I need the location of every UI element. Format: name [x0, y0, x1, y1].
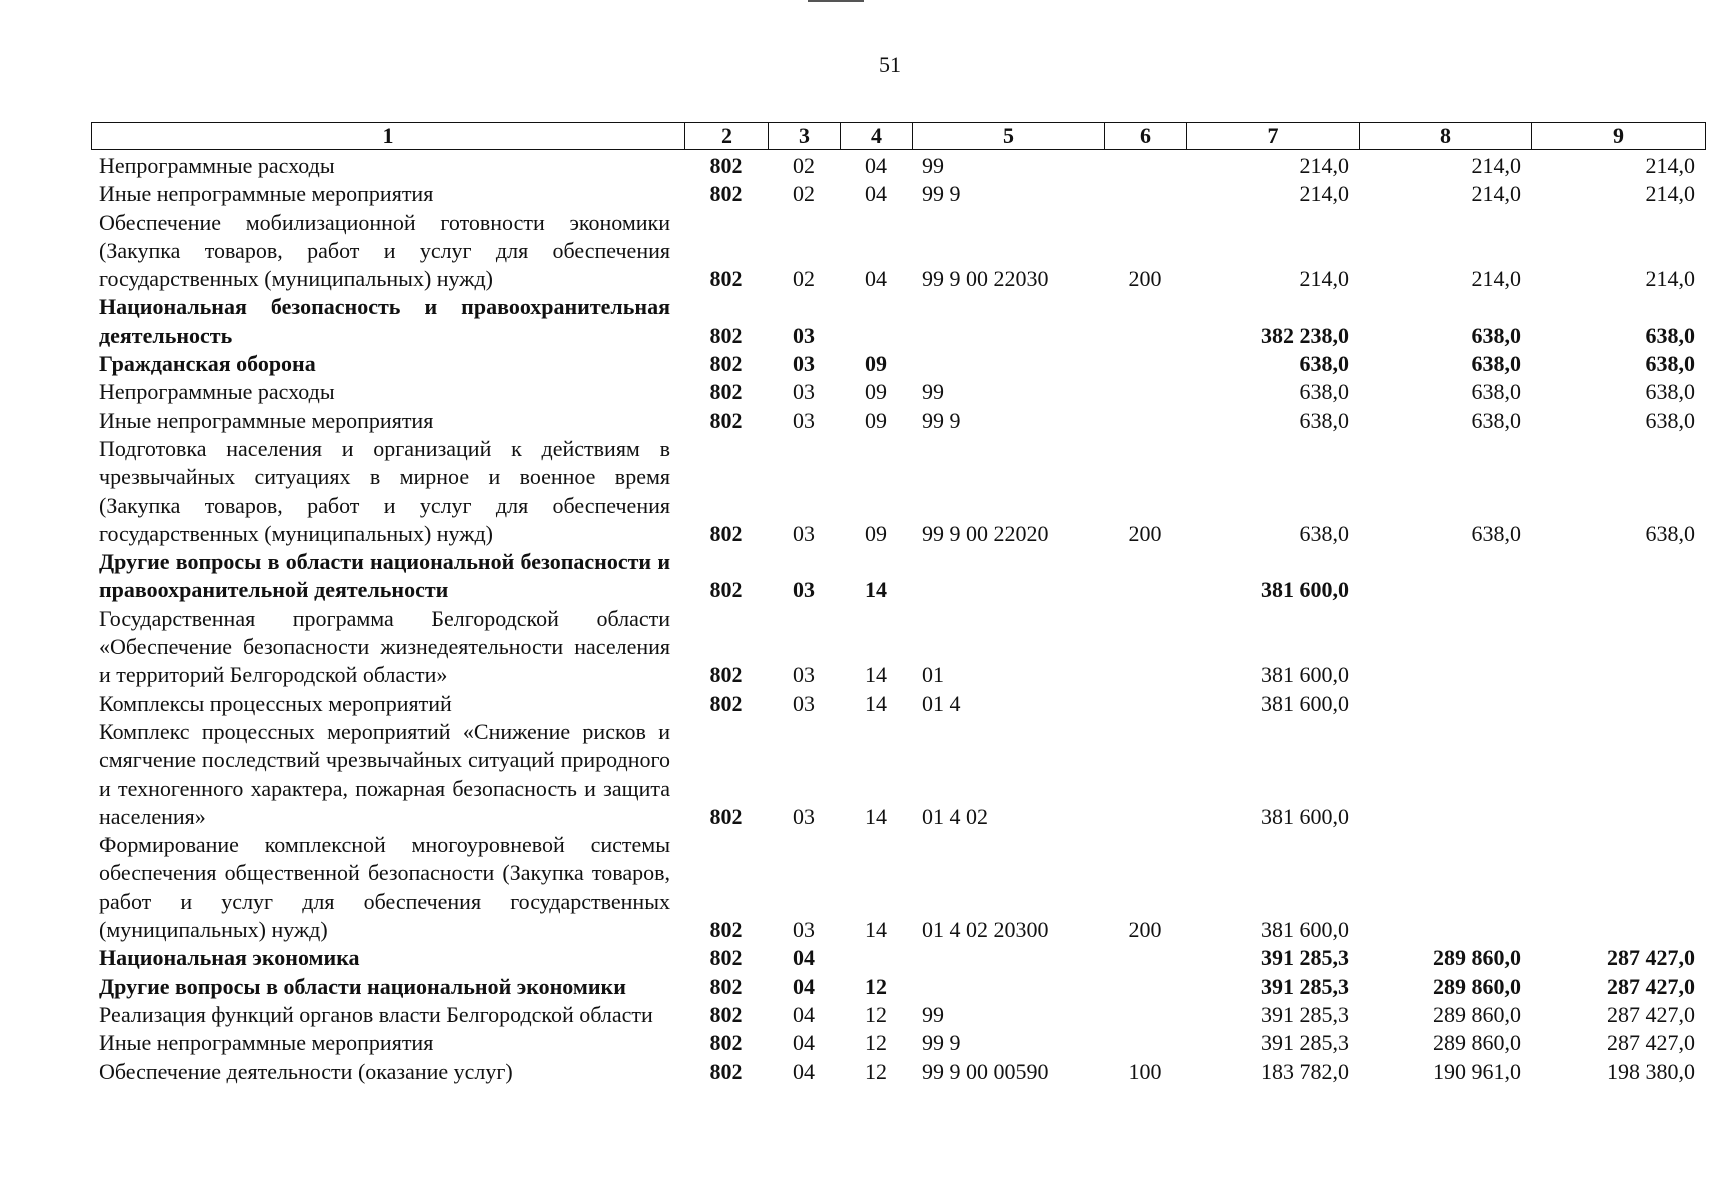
- row-amount-year-3: 287 427,0: [1607, 1030, 1695, 1056]
- table-row: [91, 407, 1705, 435]
- row-description: Формирование комплексной многоуровневой системы обеспечения общественной безопасности (Закупка товаров, работ и услуг для обеспечения государственных (муниципальных) нужд): [99, 832, 670, 943]
- row-amount-year-3: [1531, 605, 1705, 690]
- row-subsection: [840, 944, 912, 972]
- row-amount-year-2: 638,0: [1471, 379, 1521, 405]
- header-col-8: 8: [1360, 123, 1532, 150]
- row-subsection: 12: [865, 1058, 887, 1084]
- row-expense-type: 200: [1128, 917, 1162, 943]
- row-target-article: 99 9: [922, 1030, 961, 1056]
- row-amount-year-3: 214,0: [1645, 181, 1695, 207]
- row-target-article: 99 9: [922, 181, 961, 207]
- row-target-article: 99 9 00 00590: [922, 1058, 1049, 1084]
- row-section: 03: [793, 917, 815, 943]
- row-amount-year-3: 638,0: [1645, 351, 1695, 377]
- row-amount-year-1: 391 285,3: [1261, 973, 1349, 999]
- table-row: [91, 378, 1705, 406]
- row-expense-type: [1104, 944, 1186, 972]
- row-description: Подготовка населения и организаций к действиям в чрезвычайных ситуациях в мирное и военное время (Закупка товаров, работ и услуг для обеспечения государственных (муниципальных) нужд): [99, 435, 670, 546]
- table-row: [91, 973, 1705, 1001]
- row-section: 03: [793, 520, 815, 546]
- row-section: 03: [793, 322, 815, 348]
- row-description: Государственная программа Белгородской области «Обеспечение безопасности жизнедеятельности населения и территорий Белгородской области»: [99, 605, 670, 688]
- table-row: [91, 1058, 1705, 1086]
- row-description: Обеспечение мобилизационной готовности экономики (Закупка товаров, работ и услуг для обеспечения государственных (муниципальных) нужд): [99, 209, 670, 292]
- row-section: 03: [793, 379, 815, 405]
- row-amount-year-1: 391 285,3: [1261, 945, 1349, 971]
- row-expense-type: [1104, 378, 1186, 406]
- row-section: 03: [793, 662, 815, 688]
- header-col-9: 9: [1532, 123, 1706, 150]
- row-subsection: 04: [865, 181, 887, 207]
- table-row: [91, 944, 1705, 972]
- table-row: [91, 1001, 1705, 1029]
- row-subsection: 12: [865, 1030, 887, 1056]
- row-target-article: [912, 973, 1104, 1001]
- row-amount-year-2: 638,0: [1471, 322, 1521, 348]
- row-amount-year-1: 638,0: [1299, 351, 1349, 377]
- row-admin-code: 802: [709, 1001, 743, 1027]
- row-expense-type: [1104, 1001, 1186, 1029]
- row-amount-year-3: [1531, 690, 1705, 718]
- row-admin-code: 802: [709, 520, 743, 546]
- row-admin-code: 802: [709, 322, 743, 348]
- row-amount-year-3: 638,0: [1645, 322, 1695, 348]
- row-amount-year-1: 638,0: [1299, 407, 1349, 433]
- row-section: 04: [793, 1030, 815, 1056]
- header-col-6: 6: [1105, 123, 1187, 150]
- row-amount-year-1: 214,0: [1299, 153, 1349, 178]
- row-admin-code: 802: [709, 1058, 743, 1084]
- row-target-article: 99 9 00 22020: [922, 520, 1049, 546]
- row-admin-code: 802: [709, 690, 743, 716]
- row-description: Непрограммные расходы: [99, 153, 335, 178]
- row-description: Иные непрограммные мероприятия: [99, 181, 434, 207]
- table-row: [91, 690, 1705, 718]
- row-description: Национальная экономика: [99, 945, 360, 971]
- row-target-article: 01 4 02: [922, 803, 988, 829]
- row-target-article: 99 9: [922, 407, 961, 433]
- row-admin-code: 802: [709, 973, 743, 999]
- row-amount-year-1: 381 600,0: [1261, 803, 1349, 829]
- row-expense-type: [1104, 718, 1186, 831]
- row-target-article: 99: [922, 1001, 944, 1027]
- table-row: [91, 548, 1705, 605]
- table-row: [91, 152, 1705, 180]
- row-admin-code: 802: [709, 945, 743, 971]
- table-row: [91, 209, 1705, 294]
- row-description: Обеспечение деятельности (оказание услуг): [99, 1058, 513, 1084]
- row-section: 02: [793, 181, 815, 207]
- row-amount-year-3: [1531, 718, 1705, 831]
- row-amount-year-3: 287 427,0: [1607, 1001, 1695, 1027]
- budget-table: [91, 152, 1705, 1086]
- header-col-4: 4: [841, 123, 913, 150]
- top-edge-mark: [808, 0, 864, 2]
- table-row: [91, 293, 1705, 350]
- row-admin-code: 802: [709, 917, 743, 943]
- row-amount-year-2: [1359, 690, 1531, 718]
- row-subsection: 14: [865, 577, 887, 603]
- row-amount-year-2: 289 860,0: [1433, 945, 1521, 971]
- table-row: [91, 180, 1705, 208]
- row-amount-year-3: 638,0: [1645, 379, 1695, 405]
- row-amount-year-3: 638,0: [1645, 407, 1695, 433]
- row-target-article: 99: [922, 379, 944, 405]
- row-subsection: 14: [865, 662, 887, 688]
- row-amount-year-2: 289 860,0: [1433, 1001, 1521, 1027]
- row-subsection: 12: [865, 1001, 887, 1027]
- row-expense-type: [1104, 1029, 1186, 1057]
- row-expense-type: 100: [1128, 1058, 1162, 1084]
- row-subsection: 09: [865, 520, 887, 546]
- row-amount-year-3: 287 427,0: [1607, 945, 1695, 971]
- row-section: 03: [793, 690, 815, 716]
- row-expense-type: [1104, 973, 1186, 1001]
- header-col-3: 3: [769, 123, 841, 150]
- table-header: [91, 122, 1706, 150]
- row-section: 03: [793, 577, 815, 603]
- row-description: Непрограммные расходы: [99, 379, 335, 405]
- row-amount-year-1: 214,0: [1299, 266, 1349, 292]
- row-subsection: 09: [865, 379, 887, 405]
- row-amount-year-2: 214,0: [1471, 266, 1521, 292]
- table-row: [91, 605, 1705, 690]
- row-amount-year-2: 289 860,0: [1433, 1030, 1521, 1056]
- row-description: Комплекс процессных мероприятий «Снижение рисков и смягчение последствий чрезвычайных ситуаций природного и техногенного характера, пожарная безопасность и защита населения»: [99, 718, 670, 829]
- header-col-5: 5: [913, 123, 1105, 150]
- row-expense-type: [1104, 407, 1186, 435]
- row-subsection: 14: [865, 917, 887, 943]
- row-target-article: 01 4 02 20300: [922, 917, 1049, 943]
- row-amount-year-3: 198 380,0: [1607, 1058, 1695, 1084]
- row-section: 04: [793, 973, 815, 999]
- row-subsection: 14: [865, 803, 887, 829]
- header-col-7: 7: [1187, 123, 1360, 150]
- row-amount-year-2: 214,0: [1471, 181, 1521, 207]
- row-description: Другие вопросы в области национальной экономики: [99, 973, 626, 999]
- row-target-article: 99 9 00 22030: [922, 266, 1049, 292]
- header-col-1: 1: [92, 123, 685, 150]
- row-admin-code: 802: [709, 1030, 743, 1056]
- row-description: Другие вопросы в области национальной безопасности и правоохранительной деятельности: [99, 549, 670, 603]
- row-amount-year-1: 391 285,3: [1261, 1001, 1349, 1027]
- row-subsection: [840, 293, 912, 350]
- table-row: [91, 718, 1705, 831]
- row-section: 02: [793, 266, 815, 292]
- row-target-article: [912, 350, 1104, 378]
- row-amount-year-1: 183 782,0: [1261, 1058, 1349, 1084]
- row-amount-year-3: 638,0: [1645, 520, 1695, 546]
- row-target-article: 99: [922, 153, 944, 178]
- table-row: [91, 350, 1705, 378]
- row-description: Национальная безопасность и правоохранительная деятельность: [99, 294, 670, 348]
- row-amount-year-3: [1531, 548, 1705, 605]
- row-expense-type: 200: [1128, 266, 1162, 292]
- row-amount-year-1: 381 600,0: [1261, 690, 1349, 716]
- row-expense-type: 200: [1128, 520, 1162, 546]
- row-admin-code: 802: [709, 379, 743, 405]
- row-target-article: [912, 944, 1104, 972]
- row-admin-code: 802: [709, 662, 743, 688]
- row-section: 04: [793, 1001, 815, 1027]
- row-description: Комплексы процессных мероприятий: [99, 690, 452, 716]
- row-amount-year-2: [1359, 718, 1531, 831]
- row-expense-type: [1104, 180, 1186, 208]
- row-admin-code: 802: [709, 803, 743, 829]
- row-expense-type: [1104, 548, 1186, 605]
- row-description: Гражданская оборона: [99, 351, 316, 377]
- row-subsection: 12: [865, 973, 887, 999]
- row-amount-year-1: 382 238,0: [1261, 322, 1349, 348]
- table-row: [91, 1029, 1705, 1057]
- row-admin-code: 802: [709, 181, 743, 207]
- row-amount-year-1: 391 285,3: [1261, 1030, 1349, 1056]
- row-amount-year-2: [1359, 605, 1531, 690]
- row-target-article: 01 4: [922, 690, 961, 716]
- row-amount-year-3: [1531, 831, 1705, 944]
- row-expense-type: [1104, 605, 1186, 690]
- row-section: 04: [793, 1058, 815, 1084]
- row-admin-code: 802: [709, 153, 743, 178]
- row-target-article: 01: [922, 662, 944, 688]
- row-section: 03: [793, 351, 815, 377]
- row-amount-year-1: 638,0: [1299, 379, 1349, 405]
- row-admin-code: 802: [709, 407, 743, 433]
- row-amount-year-2: 214,0: [1471, 153, 1521, 178]
- row-subsection: 09: [865, 407, 887, 433]
- table-row: [91, 435, 1705, 548]
- row-amount-year-1: 638,0: [1299, 520, 1349, 546]
- row-subsection: 09: [865, 351, 887, 377]
- row-description: Реализация функций органов власти Белгородской области: [99, 1001, 653, 1027]
- row-amount-year-2: 190 961,0: [1433, 1058, 1521, 1084]
- row-subsection: 04: [865, 153, 887, 178]
- row-amount-year-2: 638,0: [1471, 520, 1521, 546]
- row-amount-year-3: 287 427,0: [1607, 973, 1695, 999]
- row-admin-code: 802: [709, 351, 743, 377]
- row-amount-year-1: 214,0: [1299, 181, 1349, 207]
- page-number: 51: [879, 52, 901, 77]
- header-col-2: 2: [685, 123, 769, 150]
- row-target-article: [912, 293, 1104, 350]
- row-amount-year-2: 638,0: [1471, 407, 1521, 433]
- row-amount-year-2: [1359, 831, 1531, 944]
- row-amount-year-3: 214,0: [1645, 153, 1695, 178]
- row-section: 03: [793, 803, 815, 829]
- row-amount-year-1: 381 600,0: [1261, 577, 1349, 603]
- row-description: Иные непрограммные мероприятия: [99, 407, 434, 433]
- row-expense-type: [1104, 350, 1186, 378]
- row-section: 03: [793, 407, 815, 433]
- row-amount-year-3: 214,0: [1645, 266, 1695, 292]
- row-subsection: 14: [865, 690, 887, 716]
- row-expense-type: [1104, 690, 1186, 718]
- row-amount-year-2: [1359, 548, 1531, 605]
- row-expense-type: [1104, 293, 1186, 350]
- row-section: 04: [793, 945, 815, 971]
- row-description: Иные непрограммные мероприятия: [99, 1030, 434, 1056]
- row-amount-year-1: 381 600,0: [1261, 662, 1349, 688]
- row-section: 02: [793, 153, 815, 178]
- row-admin-code: 802: [709, 266, 743, 292]
- row-amount-year-2: 289 860,0: [1433, 973, 1521, 999]
- table-row: [91, 831, 1705, 944]
- row-amount-year-1: 381 600,0: [1261, 917, 1349, 943]
- row-target-article: [912, 548, 1104, 605]
- row-expense-type: [1104, 152, 1186, 180]
- row-admin-code: 802: [709, 577, 743, 603]
- row-subsection: 04: [865, 266, 887, 292]
- row-amount-year-2: 638,0: [1471, 351, 1521, 377]
